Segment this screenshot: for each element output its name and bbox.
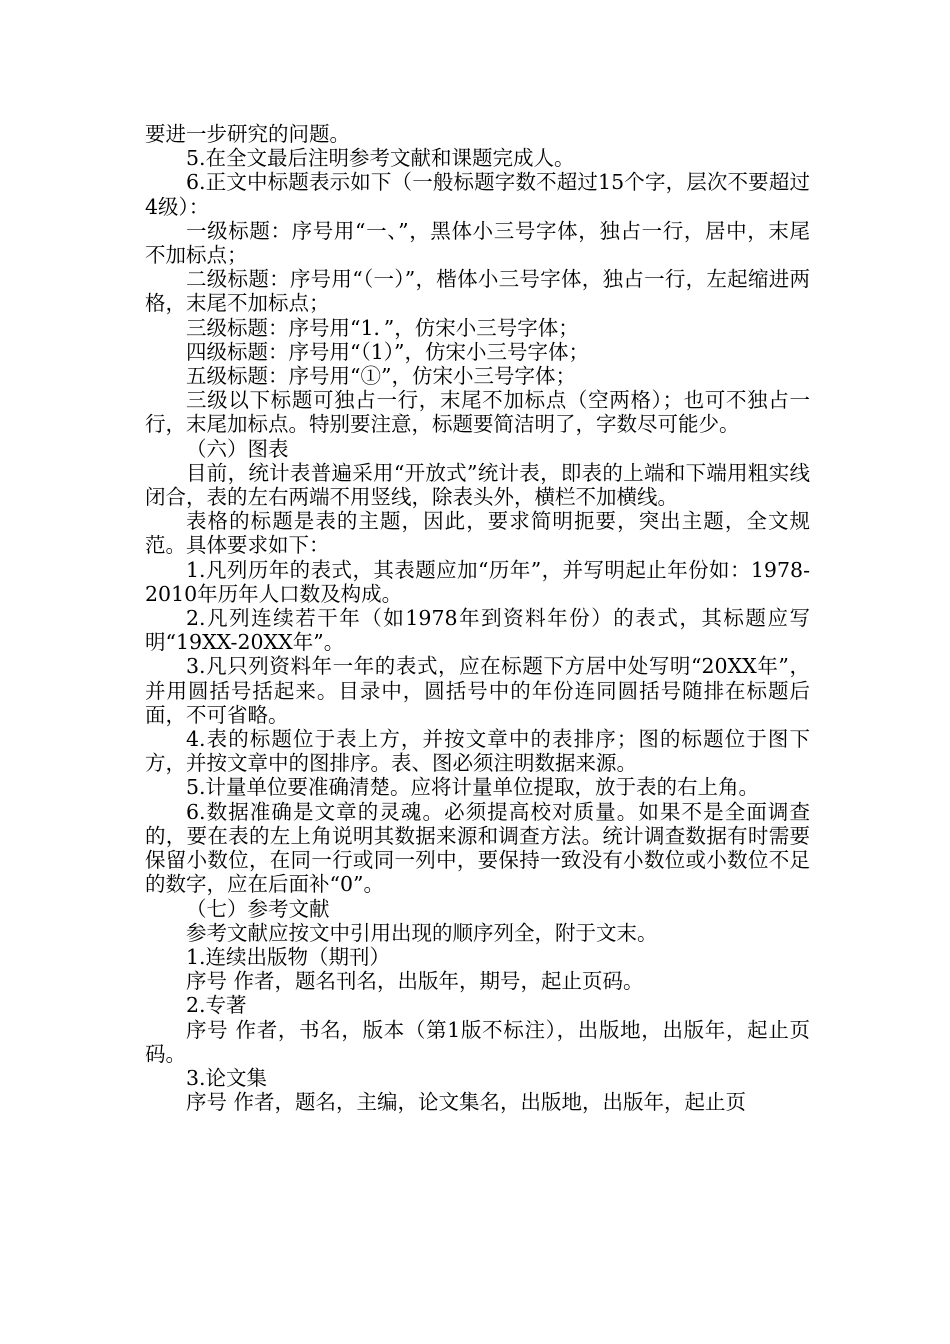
section-heading-charts: （六）图表 xyxy=(186,436,289,461)
paragraph-reference-format-3: 序号 作者，题名，主编，论文集名，出版地，出版年，起止页 xyxy=(186,1090,747,1115)
paragraph-table-rule-2: 2.凡列连续若干年（如1978年到资料年份）的表式，其标题应写明“19XX-20XX年”。 xyxy=(145,606,810,655)
paragraph-level4-heading-rule: 四级标题：序号用“（1）”，仿宋小三号字体； xyxy=(186,339,590,364)
paragraph-level1-heading-rule: 一级标题：序号用“一、”，黑体小三号字体，独占一行，居中，末尾不加标点； xyxy=(145,218,810,268)
paragraph-reference-type-3: 3.论文集 xyxy=(186,1065,268,1090)
paragraph-table-rule-1: 1.凡列历年的表式，其表题应加“历年”，并写明起止年份如：1978-2010年历年人口数及构成。 xyxy=(145,557,810,606)
document-body xyxy=(145,122,810,1114)
paragraph-item-5: 5.在全文最后注明参考文献和课题完成人。 xyxy=(186,146,575,171)
paragraph-table-rule-3: 3.凡只列资料年一年的表式，应在标题下方居中处写明“20XX年”，并用圆括号括起来。目录中，圆括号中的年份连同圆括号随排在标题后面，不可省略。 xyxy=(145,654,810,727)
paragraph-item-6: 6.正文中标题表示如下（一般标题字数不超过15个字，层次不要超过4级）： xyxy=(145,170,810,219)
paragraph-continuation: 要进一步研究的问题。 xyxy=(145,122,350,146)
paragraph-reference-type-2: 2.专著 xyxy=(186,993,247,1018)
paragraph-heading-notes: 三级以下标题可独占一行，末尾不加标点（空两格）；也可不独占一行，末尾加标点。特别要注意，标题要简洁明了，字数尽可能少。 xyxy=(145,388,810,437)
paragraph-level2-heading-rule: 二级标题：序号用“（一）”，楷体小三号字体，独占一行，左起缩进两格，末尾不加标点； xyxy=(145,267,810,316)
paragraph-level5-heading-rule: 五级标题：序号用“①”，仿宋小三号字体； xyxy=(186,364,576,389)
paragraph-table-rule-5: 5.计量单位要准确清楚。应将计量单位提取，放于表的右上角。 xyxy=(186,775,760,800)
paragraph-reference-type-1: 1.连续出版物（期刊） xyxy=(186,944,391,969)
paragraph-table-rule-6: 6.数据准确是文章的灵魂。必须提高校对质量。如果不是全面调查的，要在表的左上角说明其数据来源和调查方法。统计调查数据有时需要保留小数位，在同一行或同一列中，要保持一致没有小数位或小数位不足的数字，应在后面补“0”。 xyxy=(145,799,810,897)
paragraph-reference-format-1: 序号 作者，题名刊名，出版年，期号，起止页码。 xyxy=(186,969,644,994)
paragraph-table-title-intro: 表格的标题是表的主题，因此，要求简明扼要，突出主题，全文规范。具体要求如下： xyxy=(145,509,810,558)
paragraph-table-rule-4: 4.表的标题位于表上方，并按文章中的表排序；图的标题位于图下方，并按文章中的图排序。表、图必须注明数据来源。 xyxy=(145,727,810,776)
paragraph-charts-intro: 目前，统计表普遍采用“开放式”统计表，即表的上端和下端用粗实线闭合，表的左右两端不用竖线，除表头外，横栏不加横线。 xyxy=(145,460,810,510)
paragraph-references-intro: 参考文献应按文中引用出现的顺序列全，附于文末。 xyxy=(186,920,658,945)
paragraph-reference-format-2: 序号 作者，书名，版本（第1版不标注），出版地，出版年，起止页码。 xyxy=(145,1017,810,1066)
section-heading-references: （七）参考文献 xyxy=(186,896,330,921)
paragraph-level3-heading-rule: 三级标题：序号用“1．”，仿宋小三号字体； xyxy=(186,315,579,340)
